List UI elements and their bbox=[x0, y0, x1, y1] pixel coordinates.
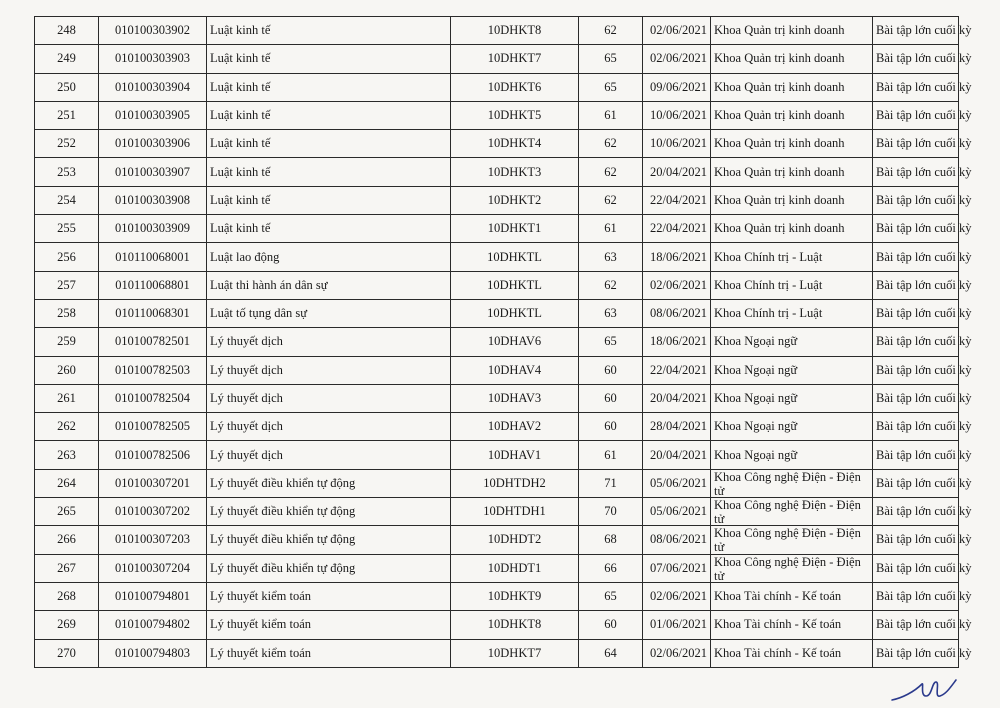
class-name: 10DHKT3 bbox=[451, 158, 579, 186]
subject-name: Lý thuyết dịch bbox=[207, 328, 451, 356]
class-name: 10DHAV2 bbox=[451, 413, 579, 441]
exam-form: Bài tập lớn cuối kỳ bbox=[873, 611, 959, 639]
submission-date: 08/06/2021 bbox=[643, 299, 711, 327]
submission-date: 09/06/2021 bbox=[643, 73, 711, 101]
class-name: 10DHKTL bbox=[451, 299, 579, 327]
row-number: 248 bbox=[35, 17, 99, 45]
course-code: 010100303909 bbox=[99, 215, 207, 243]
course-code: 010100303907 bbox=[99, 158, 207, 186]
subject-name: Luật kinh tế bbox=[207, 186, 451, 214]
course-code: 010100303908 bbox=[99, 186, 207, 214]
table-row bbox=[35, 554, 959, 582]
student-count: 61 bbox=[579, 101, 643, 129]
subject-name: Lý thuyết dịch bbox=[207, 413, 451, 441]
class-name: 10DHKT4 bbox=[451, 130, 579, 158]
course-code: 010100782504 bbox=[99, 384, 207, 412]
row-number: 253 bbox=[35, 158, 99, 186]
class-name: 10DHAV1 bbox=[451, 441, 579, 469]
class-name: 10DHAV3 bbox=[451, 384, 579, 412]
faculty-name: Khoa Quản trị kinh doanh bbox=[711, 45, 873, 73]
subject-name: Luật thi hành án dân sự bbox=[207, 271, 451, 299]
row-number: 260 bbox=[35, 356, 99, 384]
class-name: 10DHKT8 bbox=[451, 17, 579, 45]
class-name: 10DHDT1 bbox=[451, 554, 579, 582]
row-number: 265 bbox=[35, 498, 99, 526]
class-name: 10DHKT5 bbox=[451, 101, 579, 129]
student-count: 64 bbox=[579, 639, 643, 667]
faculty-name: Khoa Quản trị kinh doanh bbox=[711, 17, 873, 45]
table-row bbox=[35, 328, 959, 356]
class-name: 10DHAV4 bbox=[451, 356, 579, 384]
submission-date: 20/04/2021 bbox=[643, 158, 711, 186]
course-code: 010100307204 bbox=[99, 554, 207, 582]
class-name: 10DHKT2 bbox=[451, 186, 579, 214]
row-number: 252 bbox=[35, 130, 99, 158]
student-count: 63 bbox=[579, 243, 643, 271]
faculty-name: Khoa Quản trị kinh doanh bbox=[711, 215, 873, 243]
table-row bbox=[35, 101, 959, 129]
course-code: 010100782505 bbox=[99, 413, 207, 441]
student-count: 68 bbox=[579, 526, 643, 554]
class-name: 10DHKT9 bbox=[451, 582, 579, 610]
student-count: 63 bbox=[579, 299, 643, 327]
course-code: 010100794801 bbox=[99, 582, 207, 610]
exam-form: Bài tập lớn cuối kỳ bbox=[873, 356, 959, 384]
submission-date: 20/04/2021 bbox=[643, 441, 711, 469]
faculty-name bbox=[711, 526, 873, 554]
faculty-name: Khoa Tài chính - Kế toán bbox=[711, 582, 873, 610]
class-name: 10DHKT1 bbox=[451, 215, 579, 243]
subject-name: Luật kinh tế bbox=[207, 45, 451, 73]
course-code: 010100303903 bbox=[99, 45, 207, 73]
exam-form: Bài tập lớn cuối kỳ bbox=[873, 17, 959, 45]
course-code: 010100782506 bbox=[99, 441, 207, 469]
row-number: 263 bbox=[35, 441, 99, 469]
faculty-name: Khoa Quản trị kinh doanh bbox=[711, 130, 873, 158]
row-number: 267 bbox=[35, 554, 99, 582]
subject-name: Lý thuyết điều khiển tự động bbox=[207, 526, 451, 554]
table-row bbox=[35, 356, 959, 384]
exam-form: Bài tập lớn cuối kỳ bbox=[873, 441, 959, 469]
row-number: 259 bbox=[35, 328, 99, 356]
student-count: 62 bbox=[579, 130, 643, 158]
subject-name: Luật kinh tế bbox=[207, 158, 451, 186]
faculty-name: Khoa Chính trị - Luật bbox=[711, 271, 873, 299]
course-code: 010100794803 bbox=[99, 639, 207, 667]
submission-date: 02/06/2021 bbox=[643, 639, 711, 667]
row-number: 264 bbox=[35, 469, 99, 497]
student-count: 62 bbox=[579, 158, 643, 186]
exam-form: Bài tập lớn cuối kỳ bbox=[873, 186, 959, 214]
row-number: 251 bbox=[35, 101, 99, 129]
faculty-name: Khoa Quản trị kinh doanh bbox=[711, 73, 873, 101]
faculty-name bbox=[711, 554, 873, 582]
exam-form: Bài tập lớn cuối kỳ bbox=[873, 582, 959, 610]
table-row bbox=[35, 469, 959, 497]
student-count: 65 bbox=[579, 328, 643, 356]
submission-date: 10/06/2021 bbox=[643, 130, 711, 158]
faculty-name: Khoa Chính trị - Luật bbox=[711, 243, 873, 271]
table-row bbox=[35, 73, 959, 101]
subject-name: Lý thuyết dịch bbox=[207, 356, 451, 384]
course-code: 010100782503 bbox=[99, 356, 207, 384]
course-code: 010110068301 bbox=[99, 299, 207, 327]
exam-form: Bài tập lớn cuối kỳ bbox=[873, 215, 959, 243]
exam-form: Bài tập lớn cuối kỳ bbox=[873, 158, 959, 186]
class-name: 10DHKT6 bbox=[451, 73, 579, 101]
faculty-name: Khoa Ngoại ngữ bbox=[711, 356, 873, 384]
submission-date: 02/06/2021 bbox=[643, 271, 711, 299]
handwritten-signature-icon bbox=[888, 674, 958, 704]
exam-form: Bài tập lớn cuối kỳ bbox=[873, 130, 959, 158]
submission-date: 22/04/2021 bbox=[643, 186, 711, 214]
faculty-name-text: Khoa Công nghệ Điện - Điện tử bbox=[714, 498, 861, 527]
course-code: 010100303904 bbox=[99, 73, 207, 101]
table-row bbox=[35, 299, 959, 327]
faculty-name: Khoa Ngoại ngữ bbox=[711, 384, 873, 412]
subject-name: Luật kinh tế bbox=[207, 101, 451, 129]
table-row bbox=[35, 413, 959, 441]
subject-name: Luật kinh tế bbox=[207, 17, 451, 45]
course-code: 010100794802 bbox=[99, 611, 207, 639]
submission-date: 28/04/2021 bbox=[643, 413, 711, 441]
exam-form: Bài tập lớn cuối kỳ bbox=[873, 384, 959, 412]
faculty-name: Khoa Quản trị kinh doanh bbox=[711, 101, 873, 129]
student-count: 61 bbox=[579, 441, 643, 469]
table-row bbox=[35, 17, 959, 45]
exam-form: Bài tập lớn cuối kỳ bbox=[873, 271, 959, 299]
student-count: 65 bbox=[579, 73, 643, 101]
faculty-name-text: Khoa Công nghệ Điện - Điện tử bbox=[714, 526, 861, 555]
course-code: 010110068001 bbox=[99, 243, 207, 271]
exam-form: Bài tập lớn cuối kỳ bbox=[873, 639, 959, 667]
submission-date: 08/06/2021 bbox=[643, 526, 711, 554]
student-count: 61 bbox=[579, 215, 643, 243]
class-name: 10DHKTL bbox=[451, 271, 579, 299]
faculty-name bbox=[711, 469, 873, 497]
submission-date: 01/06/2021 bbox=[643, 611, 711, 639]
table-row bbox=[35, 186, 959, 214]
student-count: 60 bbox=[579, 413, 643, 441]
class-name: 10DHAV6 bbox=[451, 328, 579, 356]
subject-name: Lý thuyết dịch bbox=[207, 384, 451, 412]
row-number: 257 bbox=[35, 271, 99, 299]
faculty-name-text: Khoa Công nghệ Điện - Điện tử bbox=[714, 469, 861, 498]
submission-date: 18/06/2021 bbox=[643, 243, 711, 271]
exam-form: Bài tập lớn cuối kỳ bbox=[873, 73, 959, 101]
table-row bbox=[35, 526, 959, 554]
student-count: 71 bbox=[579, 469, 643, 497]
table-row bbox=[35, 441, 959, 469]
submission-date: 05/06/2021 bbox=[643, 469, 711, 497]
student-count: 60 bbox=[579, 356, 643, 384]
course-code: 010100303902 bbox=[99, 17, 207, 45]
course-code: 010100303905 bbox=[99, 101, 207, 129]
faculty-name: Khoa Ngoại ngữ bbox=[711, 413, 873, 441]
faculty-name: Khoa Tài chính - Kế toán bbox=[711, 611, 873, 639]
row-number: 270 bbox=[35, 639, 99, 667]
student-count: 62 bbox=[579, 17, 643, 45]
row-number: 266 bbox=[35, 526, 99, 554]
row-number: 254 bbox=[35, 186, 99, 214]
exam-form: Bài tập lớn cuối kỳ bbox=[873, 299, 959, 327]
faculty-name: Khoa Ngoại ngữ bbox=[711, 328, 873, 356]
subject-name: Luật kinh tế bbox=[207, 215, 451, 243]
class-name: 10DHKT8 bbox=[451, 611, 579, 639]
subject-name: Lý thuyết điều khiển tự động bbox=[207, 498, 451, 526]
table-row bbox=[35, 271, 959, 299]
faculty-name: Khoa Quản trị kinh doanh bbox=[711, 186, 873, 214]
course-code: 010100782501 bbox=[99, 328, 207, 356]
course-code: 010100307202 bbox=[99, 498, 207, 526]
row-number: 250 bbox=[35, 73, 99, 101]
student-count: 62 bbox=[579, 271, 643, 299]
submission-date: 18/06/2021 bbox=[643, 328, 711, 356]
class-name: 10DHKT7 bbox=[451, 45, 579, 73]
table-row bbox=[35, 158, 959, 186]
class-name: 10DHKTL bbox=[451, 243, 579, 271]
submission-date: 02/06/2021 bbox=[643, 582, 711, 610]
faculty-name-text: Khoa Công nghệ Điện - Điện tử bbox=[714, 554, 861, 583]
subject-name: Luật kinh tế bbox=[207, 73, 451, 101]
student-count: 60 bbox=[579, 611, 643, 639]
row-number: 268 bbox=[35, 582, 99, 610]
table-row bbox=[35, 639, 959, 667]
exam-form: Bài tập lớn cuối kỳ bbox=[873, 101, 959, 129]
row-number: 255 bbox=[35, 215, 99, 243]
submission-date: 07/06/2021 bbox=[643, 554, 711, 582]
exam-form: Bài tập lớn cuối kỳ bbox=[873, 243, 959, 271]
class-name: 10DHKT7 bbox=[451, 639, 579, 667]
table-row bbox=[35, 243, 959, 271]
class-name: 10DHTDH2 bbox=[451, 469, 579, 497]
subject-name: Luật lao động bbox=[207, 243, 451, 271]
row-number: 261 bbox=[35, 384, 99, 412]
submission-date: 20/04/2021 bbox=[643, 384, 711, 412]
submission-date: 22/04/2021 bbox=[643, 215, 711, 243]
exam-form: Bài tập lớn cuối kỳ bbox=[873, 328, 959, 356]
subject-name: Luật tố tụng dân sự bbox=[207, 299, 451, 327]
table-row bbox=[35, 130, 959, 158]
row-number: 256 bbox=[35, 243, 99, 271]
student-count: 60 bbox=[579, 384, 643, 412]
table-row bbox=[35, 582, 959, 610]
row-number: 269 bbox=[35, 611, 99, 639]
class-name: 10DHDT2 bbox=[451, 526, 579, 554]
student-count: 66 bbox=[579, 554, 643, 582]
faculty-name: Khoa Quản trị kinh doanh bbox=[711, 158, 873, 186]
faculty-name: Khoa Tài chính - Kế toán bbox=[711, 639, 873, 667]
subject-name: Luật kinh tế bbox=[207, 130, 451, 158]
course-code: 010110068801 bbox=[99, 271, 207, 299]
table-row bbox=[35, 45, 959, 73]
row-number: 249 bbox=[35, 45, 99, 73]
table-body bbox=[35, 17, 972, 668]
exam-form: Bài tập lớn cuối kỳ bbox=[873, 413, 959, 441]
faculty-name: Khoa Ngoại ngữ bbox=[711, 441, 873, 469]
exam-schedule-table bbox=[34, 16, 972, 668]
table-row bbox=[35, 611, 959, 639]
faculty-name: Khoa Chính trị - Luật bbox=[711, 299, 873, 327]
subject-name: Lý thuyết kiểm toán bbox=[207, 611, 451, 639]
class-name: 10DHTDH1 bbox=[451, 498, 579, 526]
subject-name: Lý thuyết dịch bbox=[207, 441, 451, 469]
student-count: 65 bbox=[579, 582, 643, 610]
student-count: 62 bbox=[579, 186, 643, 214]
course-code: 010100307201 bbox=[99, 469, 207, 497]
exam-form: Bài tập lớn cuối kỳ bbox=[873, 498, 959, 526]
row-number: 258 bbox=[35, 299, 99, 327]
table-row bbox=[35, 215, 959, 243]
exam-form: Bài tập lớn cuối kỳ bbox=[873, 526, 959, 554]
course-code: 010100303906 bbox=[99, 130, 207, 158]
faculty-name bbox=[711, 498, 873, 526]
exam-form: Bài tập lớn cuối kỳ bbox=[873, 45, 959, 73]
row-number: 262 bbox=[35, 413, 99, 441]
submission-date: 05/06/2021 bbox=[643, 498, 711, 526]
table-row bbox=[35, 498, 959, 526]
table-row bbox=[35, 384, 959, 412]
submission-date: 10/06/2021 bbox=[643, 101, 711, 129]
course-code: 010100307203 bbox=[99, 526, 207, 554]
student-count: 70 bbox=[579, 498, 643, 526]
submission-date: 22/04/2021 bbox=[643, 356, 711, 384]
exam-form: Bài tập lớn cuối kỳ bbox=[873, 554, 959, 582]
submission-date: 02/06/2021 bbox=[643, 17, 711, 45]
subject-name: Lý thuyết kiểm toán bbox=[207, 639, 451, 667]
exam-form: Bài tập lớn cuối kỳ bbox=[873, 469, 959, 497]
subject-name: Lý thuyết điều khiển tự động bbox=[207, 554, 451, 582]
subject-name: Lý thuyết kiểm toán bbox=[207, 582, 451, 610]
student-count: 65 bbox=[579, 45, 643, 73]
subject-name: Lý thuyết điều khiển tự động bbox=[207, 469, 451, 497]
submission-date: 02/06/2021 bbox=[643, 45, 711, 73]
